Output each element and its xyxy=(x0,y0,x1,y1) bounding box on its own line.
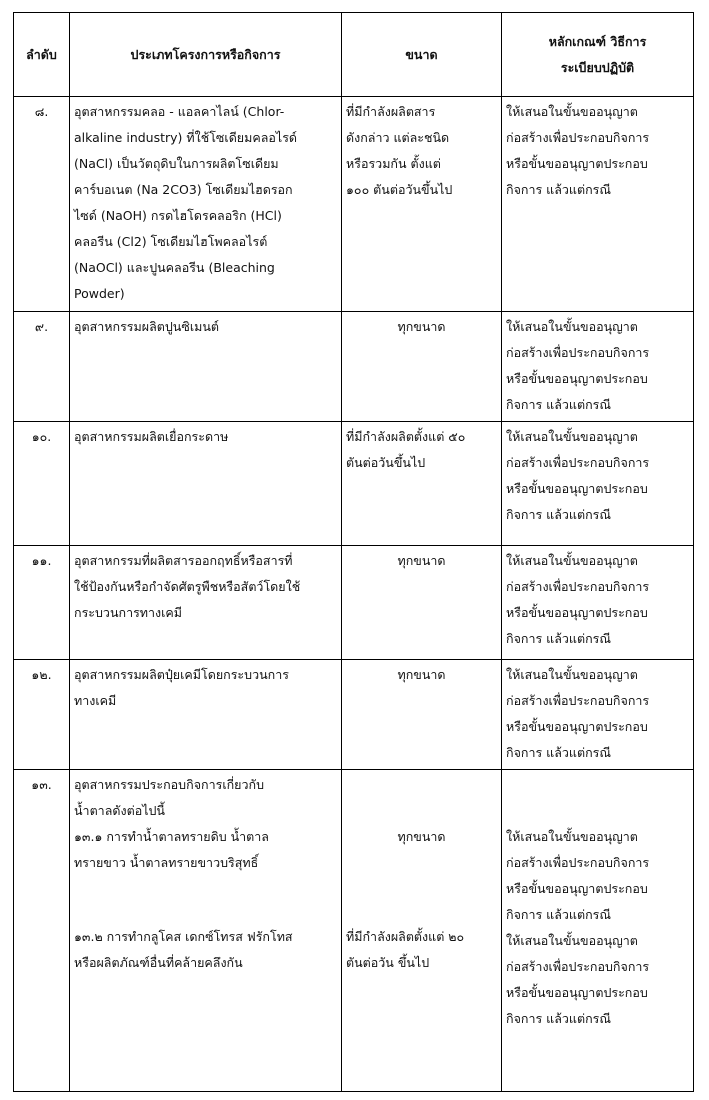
size-line: ตันต่อวัน ขึ้นไป xyxy=(346,955,430,970)
type-line: น้ำตาลดังต่อไปนี้ xyxy=(74,803,165,818)
project-type-cell xyxy=(70,770,342,1092)
size-line: ทุกขนาด xyxy=(397,553,446,568)
spacer xyxy=(346,798,497,824)
project-type-cell xyxy=(70,660,342,770)
criteria-line: ให้เสนอในขั้นขออนุญาต xyxy=(506,429,638,444)
size-cell xyxy=(342,770,502,1092)
spacer xyxy=(346,850,497,876)
criteria-cell xyxy=(502,770,694,1092)
criteria-line: กิจการ แล้วแต่กรณี xyxy=(506,1011,611,1026)
type-line: ไซด์ (NaOH) กรดไฮโดรคลอริก (HCl) xyxy=(74,208,282,223)
criteria-line: กิจการ แล้วแต่กรณี xyxy=(506,182,611,197)
criteria-line: ก่อสร้างเพื่อประกอบกิจการ xyxy=(506,579,650,594)
type-line: คลอรีน (Cl2) โซเดียมไฮโพคลอไรต์ xyxy=(74,234,268,249)
sub-item-13-2-cont: หรือผลิตภัณฑ์อื่นที่คล้ายคลึงกัน xyxy=(74,955,243,970)
size-cell xyxy=(342,312,502,422)
criteria-line: หรือขั้นขออนุญาตประกอบ xyxy=(506,371,648,386)
project-type-cell xyxy=(70,97,342,312)
criteria-line: ให้เสนอในขั้นขออนุญาต xyxy=(506,933,638,948)
type-line: ใช้ป้องกันหรือกำจัดศัตรูพืชหรือสัตว์โดยใช้ xyxy=(74,579,301,594)
size-line: ๑๐๐ ตันต่อวันขึ้นไป xyxy=(346,182,453,197)
criteria-line: กิจการ แล้วแต่กรณี xyxy=(506,397,611,412)
type-line: อุตสาหกรรมผลิตปุ๋ยเคมีโดยกระบวนการ xyxy=(74,667,289,682)
spacer xyxy=(506,772,689,798)
criteria-line: ให้เสนอในขั้นขออนุญาต xyxy=(506,667,638,682)
type-line: Powder) xyxy=(74,286,125,301)
project-type-cell xyxy=(70,422,342,546)
row-number: ๑๒. xyxy=(14,660,70,770)
spacer xyxy=(506,798,689,824)
sub-item-13-1: ๑๓.๑ การทำน้ำตาลทรายดิบ น้ำตาล xyxy=(74,829,269,844)
criteria-line: ก่อสร้างเพื่อประกอบกิจการ xyxy=(506,130,650,145)
criteria-line: หรือขั้นขออนุญาตประกอบ xyxy=(506,985,648,1000)
type-line: อุตสาหกรรมที่ผลิตสารออกฤทธิ์หรือสารที่ xyxy=(74,553,293,568)
row-number: ๙. xyxy=(14,312,70,422)
criteria-line: หรือขั้นขออนุญาตประกอบ xyxy=(506,156,648,171)
criteria-line: กิจการ แล้วแต่กรณี xyxy=(506,631,611,646)
sub-item-13-2: ๑๓.๒ การทำกลูโคส เดกซ์โทรส ฟรักโทส xyxy=(74,929,293,944)
size-cell xyxy=(342,422,502,546)
table-row-11 xyxy=(14,546,694,660)
criteria-line: ก่อสร้างเพื่อประกอบกิจการ xyxy=(506,693,650,708)
table-row-10 xyxy=(14,422,694,546)
criteria-cell xyxy=(502,97,694,312)
spacer xyxy=(346,772,497,798)
header-no: ลำดับ xyxy=(14,13,70,97)
criteria-line: กิจการ แล้วแต่กรณี xyxy=(506,907,611,922)
table-row-9 xyxy=(14,312,694,422)
size-line: ตันต่อวันขึ้นไป xyxy=(346,455,426,470)
row-number: ๑๓. xyxy=(14,770,70,1092)
type-line: อุตสาหกรรมคลอ - แอลคาไลน์ (Chlor- xyxy=(74,104,285,119)
type-line: ทางเคมี xyxy=(74,693,117,708)
criteria-line: กิจการ แล้วแต่กรณี xyxy=(506,745,611,760)
criteria-line: กิจการ แล้วแต่กรณี xyxy=(506,507,611,522)
project-criteria-table xyxy=(13,12,694,1092)
table-row-12 xyxy=(14,660,694,770)
criteria-line: หรือขั้นขออนุญาตประกอบ xyxy=(506,881,648,896)
size-cell xyxy=(342,660,502,770)
type-line: (NaOCl) และปูนคลอรีน (Bleaching xyxy=(74,260,275,275)
type-line: (NaCl) เป็นวัตถุดิบในการผลิตโซเดียม xyxy=(74,156,279,171)
table-row-8 xyxy=(14,97,694,312)
header-criteria xyxy=(502,13,694,97)
spacer xyxy=(346,876,497,924)
type-line: อุตสาหกรรมผลิตปูนซิเมนต์ xyxy=(74,319,219,334)
criteria-cell xyxy=(502,312,694,422)
size-line: หรือรวมกัน ตั้งแต่ xyxy=(346,156,441,171)
criteria-line: ให้เสนอในขั้นขออนุญาต xyxy=(506,553,638,568)
header-criteria-line-2: ระเบียบปฏิบัติ xyxy=(560,59,635,75)
size-line: ที่มีกำลังผลิตตั้งแต่ ๕๐ xyxy=(346,429,466,444)
size-line: ทุกขนาด xyxy=(397,319,446,334)
type-line: alkaline industry) ที่ใช้โซเดียมคลอไรด์ xyxy=(74,130,298,145)
header-type: ประเภทโครงการหรือกิจการ xyxy=(70,13,342,97)
size-cell xyxy=(342,97,502,312)
size-line: ดังกล่าว แต่ละชนิด xyxy=(346,130,450,145)
row-number: ๘. xyxy=(14,97,70,312)
row-number: ๑๐. xyxy=(14,422,70,546)
size-line: ทุกขนาด xyxy=(397,829,446,844)
type-line: คาร์บอเนต (Na 2CO3) โซเดียมไฮดรอก xyxy=(74,182,293,197)
header-criteria-line-1: หลักเกณฑ์ วิธีการ xyxy=(548,33,647,49)
project-type-cell xyxy=(70,312,342,422)
size-line: ที่มีกำลังผลิตตั้งแต่ ๒๐ xyxy=(346,929,465,944)
criteria-cell xyxy=(502,660,694,770)
type-line: อุตสาหกรรมประกอบกิจการเกี่ยวกับ xyxy=(74,777,265,792)
criteria-cell xyxy=(502,546,694,660)
criteria-line: ให้เสนอในขั้นขออนุญาต xyxy=(506,829,638,844)
spacer xyxy=(74,876,337,924)
criteria-line: หรือขั้นขออนุญาตประกอบ xyxy=(506,719,648,734)
sub-item-13-1-cont: ทรายขาว น้ำตาลทรายขาวบริสุทธิ์ xyxy=(74,855,259,870)
project-type-cell xyxy=(70,546,342,660)
type-line: อุตสาหกรรมผลิตเยื่อกระดาษ xyxy=(74,429,229,444)
size-line: ที่มีกำลังผลิตสาร xyxy=(346,104,436,119)
row-number: ๑๑. xyxy=(14,546,70,660)
header-size: ขนาด xyxy=(342,13,502,97)
type-line: กระบวนการทางเคมี xyxy=(74,605,183,620)
size-cell xyxy=(342,546,502,660)
criteria-line: ก่อสร้างเพื่อประกอบกิจการ xyxy=(506,455,650,470)
table-header-row xyxy=(14,13,694,97)
criteria-line: ก่อสร้างเพื่อประกอบกิจการ xyxy=(506,855,650,870)
criteria-line: ก่อสร้างเพื่อประกอบกิจการ xyxy=(506,345,650,360)
criteria-line: ให้เสนอในขั้นขออนุญาต xyxy=(506,319,638,334)
criteria-line: ให้เสนอในขั้นขออนุญาต xyxy=(506,104,638,119)
criteria-line: หรือขั้นขออนุญาตประกอบ xyxy=(506,605,648,620)
table-row-13 xyxy=(14,770,694,1092)
criteria-line: หรือขั้นขออนุญาตประกอบ xyxy=(506,481,648,496)
size-line: ทุกขนาด xyxy=(397,667,446,682)
criteria-line: ก่อสร้างเพื่อประกอบกิจการ xyxy=(506,959,650,974)
criteria-cell xyxy=(502,422,694,546)
